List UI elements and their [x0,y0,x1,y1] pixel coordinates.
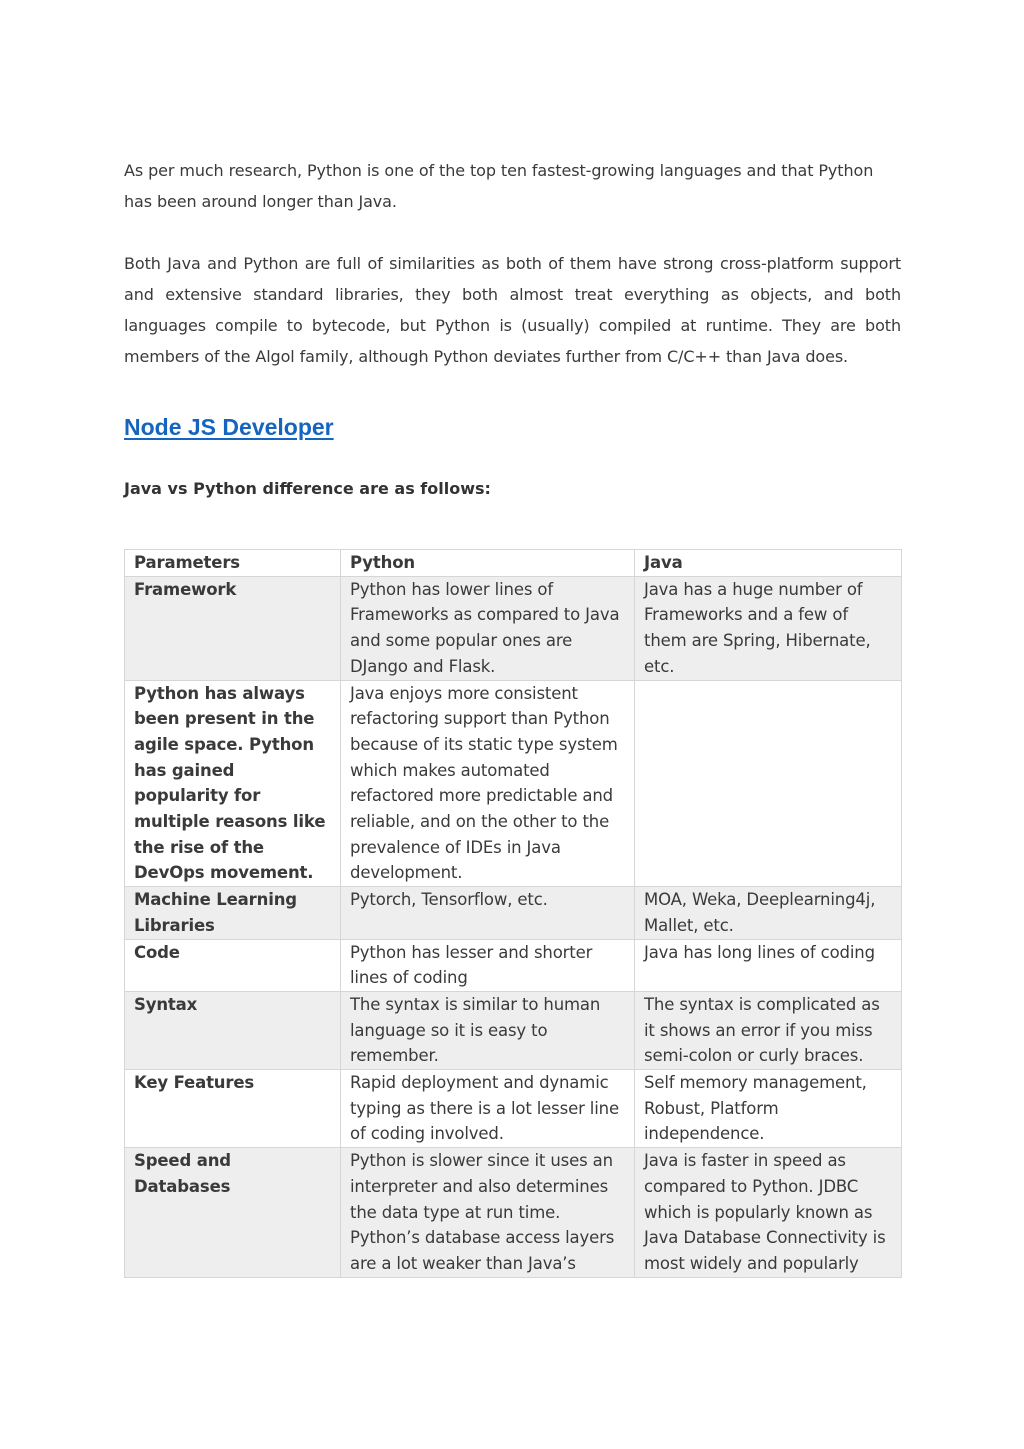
table-caption: Java vs Python difference are as follows: [124,479,491,498]
row-java: Java has long lines of coding [635,939,902,991]
row-parameter: Speed and Databases [125,1148,341,1278]
row-python: Python is slower since it uses an interpreter and also determines the data type at run time. Python’s database access layers are a lot weaker than Java’s [341,1148,635,1278]
row-java: MOA, Weka, Deeplearning4j, Mallet, etc. [635,887,902,939]
table-row [125,1070,902,1148]
row-java: The syntax is complicated as it shows an error if you miss semi-colon or curly braces. [635,991,902,1069]
row-parameter: Key Features [125,1070,341,1148]
table-header-row [125,550,902,577]
row-java: Java has a huge number of Frameworks and a few of them are Spring, Hibernate, etc. [635,576,902,680]
row-parameter: Python has always been present in the agile space. Python has gained popularity for multiple reasons like the rise of the DevOps movement. [125,680,341,887]
row-parameter: Machine Learning Libraries [125,887,341,939]
table-row [125,887,902,939]
row-python: The syntax is similar to human language so it is easy to remember. [341,991,635,1069]
document-page [124,155,901,1278]
row-java [635,680,902,887]
row-java: Java is faster in speed as compared to Python. JDBC which is popularly known as Java Database Connectivity is most widely and popularly [635,1148,902,1278]
node-js-developer-link[interactable]: Node JS Developer [124,414,334,440]
table-row [125,939,902,991]
row-parameter: Framework [125,576,341,680]
row-python: Python has lower lines of Frameworks as compared to Java and some popular ones are DJango and Flask. [341,576,635,680]
row-python: Rapid deployment and dynamic typing as there is a lot lesser line of coding involved. [341,1070,635,1148]
table-row [125,576,902,680]
table-row [125,1148,902,1278]
header-parameters: Parameters [125,550,341,577]
intro-paragraph: As per much research, Python is one of the top ten fastest-growing languages and that Python has been around longer than Java. [124,161,874,211]
similarities-paragraph: Both Java and Python are full of similarities as both of them have strong cross-platform support and extensive standard libraries, they both almost treat everything as objects, and both languages compile to bytecode, but Python is (usually) compiled at runtime. They are both members of the Algol family, although Python deviates further from C/C++ than Java does. [124,254,901,366]
row-python: Pytorch, Tensorflow, etc. [341,887,635,939]
row-java: Self memory management, Robust, Platform independence. [635,1070,902,1148]
row-parameter: Code [125,939,341,991]
row-parameter: Syntax [125,991,341,1069]
table-row [125,680,902,887]
table-row [125,991,902,1069]
header-java: Java [635,550,902,577]
row-python: Python has lesser and shorter lines of coding [341,939,635,991]
comparison-table [124,549,902,1278]
row-python: Java enjoys more consistent refactoring support than Python because of its static type system which makes automated refactored more predictable and reliable, and on the other to the prevalence of IDEs in Java development. [341,680,635,887]
header-python: Python [341,550,635,577]
